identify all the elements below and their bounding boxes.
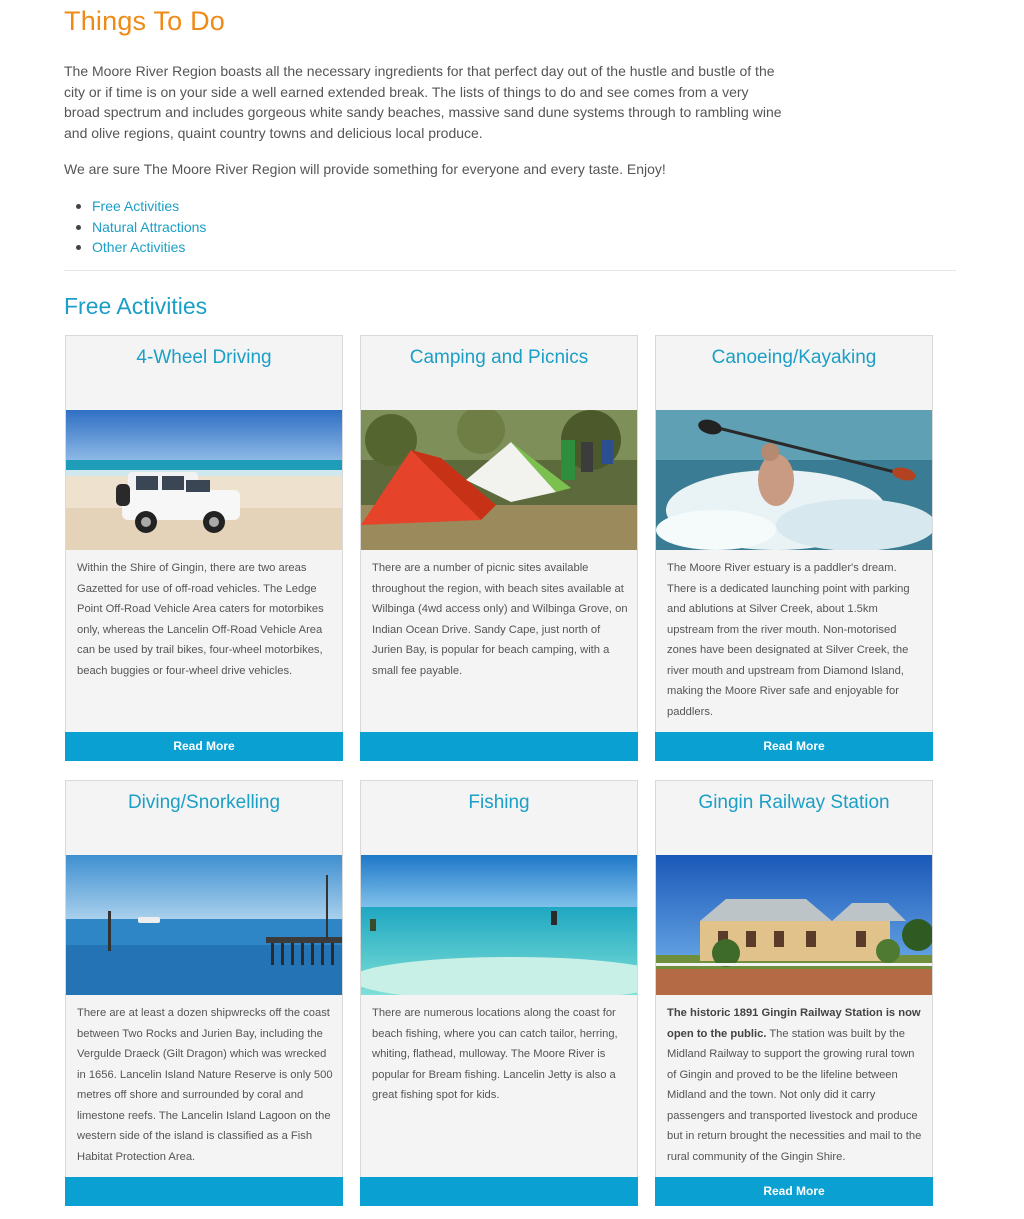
read-more-button[interactable] — [65, 1177, 343, 1206]
activity-card-camping — [360, 335, 638, 761]
card-title[interactable]: Diving/Snorkelling — [127, 792, 281, 813]
card-description — [667, 1003, 925, 1167]
card-image-fishing[interactable] — [361, 855, 637, 995]
read-more-button[interactable]: Read More — [655, 1177, 933, 1206]
card-description: There are numerous locations along the coast for beach fishing, where you can catch tailor, herring, whiting, flathead, mulloway. The Moore River is popular for Bream fishing. Lancelin Jetty is also a great fishing spot for kids. — [372, 1007, 618, 1101]
card-title[interactable]: Fishing — [468, 792, 530, 813]
activity-card-railway-station — [655, 780, 933, 1206]
read-more-button[interactable]: Read More — [65, 732, 343, 761]
page-title: Things To Do — [64, 6, 225, 36]
card-description: Within the Shire of Gingin, there are two areas Gazetted for use of off-road vehicles. The Ledge Point Off-Road Vehicle Area caters for motorbikes only, whereas the Lancelin Off-Road Vehicle Area can be used by trail bikes, four-wheel motorbikes, beach buggies or four-wheel drive vehicles. — [77, 562, 324, 677]
section-divider — [64, 270, 956, 271]
card-image-railway-station[interactable] — [656, 855, 932, 995]
activity-card-canoeing — [655, 335, 933, 761]
intro-paragraph-2: We are sure The Moore River Region will provide something for everyone and every taste. Enjoy! — [64, 161, 666, 177]
card-title[interactable]: Camping and Picnics — [409, 347, 589, 368]
anchor-link-natural-attractions[interactable]: Natural Attractions — [76, 217, 206, 238]
card-image-kayaking[interactable] — [656, 410, 932, 550]
card-description: There are at least a dozen shipwrecks off the coast between Two Rocks and Jurien Bay, including the Vergulde Draeck (Gilt Dragon) which was wrecked in 1656. Lancelin Island Nature Reserve is only 500 metres off shore and surrounded by coral and limestone reefs. The Lancelin Island Lagoon on the western side of the island is classified as a Fish Habitat Protection Area. — [77, 1007, 333, 1163]
card-image-4wd[interactable] — [66, 410, 342, 550]
activity-card-fishing — [360, 780, 638, 1206]
anchor-link-other-activities[interactable]: Other Activities — [76, 237, 206, 258]
read-more-button[interactable]: Read More — [655, 732, 933, 761]
card-image-camping[interactable] — [361, 410, 637, 550]
card-title[interactable]: Gingin Railway Station — [698, 792, 890, 813]
read-more-button[interactable] — [360, 732, 638, 761]
activity-card-4wd — [65, 335, 343, 761]
card-description-body: The station was built by the Midland Railway to support the growing rural town of Gingin and proved to be the lifeline between Midland and the town. Not only did it carry passengers and transported livestock and produce but in return brought the necessities and mail to the rural community of the Gingin Shire. — [667, 1027, 922, 1163]
card-description: The Moore River estuary is a paddler's dream. There is a dedicated launching point with parking and ablutions at Silver Creek, about 1.5km upstream from the river mouth. Non-motorised zones have been designated at Silver Creek, the river mouth and upstream from Diamond Island, making the Moore River safe and enjoyable for paddlers. — [667, 562, 910, 718]
anchor-link-free-activities[interactable]: Free Activities — [76, 196, 206, 217]
intro-paragraph: The Moore River Region boasts all the necessary ingredients for that perfect day out of the hustle and bustle of the city or if time is on your side a well earned extended break. The lists of things to do and see comes from a very broad spectrum and includes gorgeous white sandy beaches, massive sand dune systems through to rambling wine and olive regions, quaint country towns and delicious local produce. — [64, 63, 782, 141]
card-description-highlight: The historic 1891 Gingin Railway Station is now open to the public. — [667, 1007, 921, 1040]
section-anchor-list — [76, 196, 206, 258]
card-description: There are a number of picnic sites available throughout the region, with beach sites available at Wilbinga (4wd access only) and Wilbinga Grove, on Indian Ocean Drive. Sandy Cape, just north of Jurien Bay, is popular for beach camping, with a small fee payable. — [372, 562, 628, 677]
section-title-free-activities: Free Activities — [64, 293, 208, 319]
read-more-button[interactable] — [360, 1177, 638, 1206]
activity-card-diving — [65, 780, 343, 1206]
card-title[interactable]: 4-Wheel Driving — [136, 347, 272, 368]
card-image-jetty[interactable] — [66, 855, 342, 995]
card-title[interactable]: Canoeing/Kayaking — [711, 347, 877, 368]
